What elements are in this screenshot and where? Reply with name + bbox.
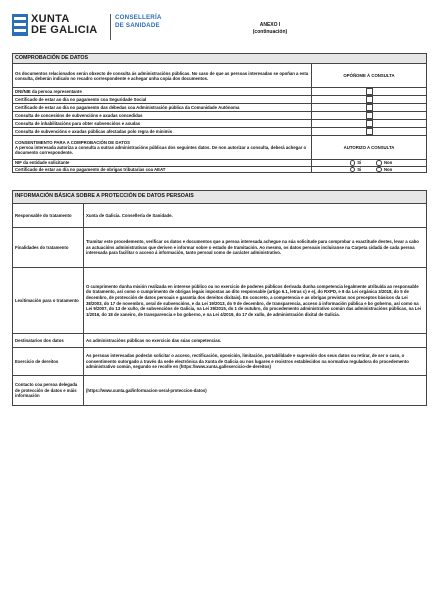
galicia-crest-icon [12,14,28,36]
consent-row [13,166,427,173]
consent-text: A persoa interesada autoriza a consulta a outras administracións públicas dos seguintes datos. De non autorizar a consulta, deberá achegar o documento correspondente. [15,145,307,155]
check-item-label: Consulta de inhabilitacións para obter subvencións e axudas [13,120,312,128]
protection-row [13,268,427,334]
data-protection-table [12,190,427,406]
protection-text: Xunta de Galicia. Consellería de Sanidade. [84,204,427,228]
protection-row [13,376,427,406]
yes-radio[interactable] [350,160,356,166]
yes-radio[interactable] [350,167,356,173]
oppose-header: OPÓÑOME Á CONSULTA [312,64,427,88]
check-row [13,112,427,120]
check-row [13,104,427,112]
oppose-checkbox[interactable] [366,112,373,119]
consent-item-label: Certificado de estar ao día no pagamento de obrigas tributarias coa AEAT [13,166,312,173]
yes-label: Si [357,160,362,165]
brand-line-2: DE GALICIA [31,24,98,36]
protection-text: Tramitar este procedemento, verificar os datos e documentos que a persoa interesada achegue na súa solicitude para comprobar a exactitude destes, levar a cabo as actuacións administrativas que deriven e informar sobre o estado de tramitación. Ao mesmo, os datos persoais incluiranse na Carpeta cidadá de cada persoa interesada para facilitar o acceso á información, tanto persoal como de carácter administrativo. [84,228,427,268]
data-check-intro: Os documentos relacionados serán obxecto de consulta ás administracións públicas. No caso de que as persoas interesadas se opoñan a esta consulta, deberán indicalo no recadro correspondente e achegar unha copia dos documentos. [13,64,312,88]
oppose-checkbox[interactable] [366,96,373,103]
annex-subtitle: (continuación) [252,29,288,35]
consent-block [13,136,312,160]
no-label: Non [383,160,393,165]
annex-title: ANEXO I [259,22,281,28]
authorize-header: AUTORIZO A CONSULTA [312,136,427,160]
department-name [115,14,162,30]
check-row [13,128,427,136]
check-row [13,120,427,128]
protection-row [13,228,427,268]
document-header [12,8,427,48]
brand-line-1: XUNTA [31,13,70,25]
protection-label: Responsable do tratamento [13,204,84,228]
consent-item-label: NIF da entidade solicitante [13,160,312,167]
protection-text: (https://www.xunta.gal/informacion-xeral-proteccion-datos) [84,376,427,406]
yes-label: Si [357,166,362,172]
department-line-1: CONSELLERÍA [115,14,162,21]
check-item-label: Consulta de subvencións e axudas públicas afectadas polo regra de minimis [13,128,312,136]
protection-text: As administracións públicas no exercicio das súas competencias. [84,334,427,348]
protection-row [13,334,427,348]
check-item-label: Certificado de estar ao día no pagamento das débedas coa Administración pública da Comunidade Autónoma [13,104,312,112]
no-radio[interactable] [376,160,382,166]
oppose-checkbox[interactable] [366,128,373,135]
consent-row [13,160,427,167]
data-check-table [12,53,427,173]
consent-title: CONSENTIMENTO PARA A COMPROBACIÓN DE DATOS [15,140,130,145]
protection-text: O cumprimento dunha misión realizada en interese público ou no exercicio de poderes públicos derivada dunha competencia legalmente atribuída ao responsable do tratamento, así como o cumprimento de obrigas legais impostas ao dito responsable (artigo 6.1, letras c) e e), do RXPD, e 8 da Lei orgánica 3/2018, do 5 de decembro, de protección de datos persoais e garantía dos dereitos dixitais). En concreto, a competencia e as obrigas previstas nos preceptos básicos da Lei 38/2003, do 17 de novembro, xeral de subvencións, e da Lei 19/2013, do 9 de decembro, de transparencia, acceso á información pública e bo goberno, así como na Lei 9/2007, do 13 de xuño, de subvencións de Galicia, na Lei 39/2015, do 1 de outubro, do procedemento administrativo común das administracións públicas, na Lei 1/2016, do 18 de xaneiro, de transparencia e bo goberno, e na Lei 4/2019, do 17 de xullo, de administración dixital de Galicia. [84,268,427,334]
protection-label: Finalidades do tratamento [13,228,84,268]
no-label: Non [383,166,393,172]
data-protection-title: INFORMACIÓN BÁSICA SOBRE A PROTECCIÓN DE DATOS PERSOAIS [13,191,427,204]
protection-row [13,204,427,228]
brand-name [31,14,98,36]
data-check-title: COMPROBACIÓN DE DATOS [13,54,427,64]
check-row [13,88,427,96]
protection-label: Exercicio de dereitos [13,348,84,376]
check-item-label: DNI/NIE da persoa representante [13,88,312,96]
logo-divider [110,14,111,40]
oppose-checkbox[interactable] [366,88,373,95]
no-radio[interactable] [376,167,382,173]
check-row [13,96,427,104]
protection-label: Contacto coa persoa delegada de protección de datos e máis información [13,376,84,406]
annex-heading [240,22,300,36]
check-item-label: Certificado de estar ao día no pagamento coa Seguridade Social [13,96,312,104]
department-line-2: DE SANIDADE [115,22,160,29]
protection-row [13,348,427,376]
protection-label: Lexitimación para o tratamento [13,268,84,334]
protection-text: As persoas interesadas poderán solicitar o acceso, rectificación, oposición, limitación, portabilidade e supresión dos seus datos ou retirar, de ser o caso, o consentimento outorgado a través da sede electrónica da Xunta de Galicia ou nos lugares e rexistros establecidos na normativa reguladora do procedemento administrativo común, segundo se recolle en (https://www.xunta.gal/exercicio-de-dereitos) [84,348,427,376]
xunta-logo [12,8,182,48]
protection-label: Destinatarios dos datos [13,334,84,348]
check-item-label: Consulta de concesións de subvencións e axudas concedidas [13,112,312,120]
oppose-checkbox[interactable] [366,104,373,111]
oppose-checkbox[interactable] [366,120,373,127]
